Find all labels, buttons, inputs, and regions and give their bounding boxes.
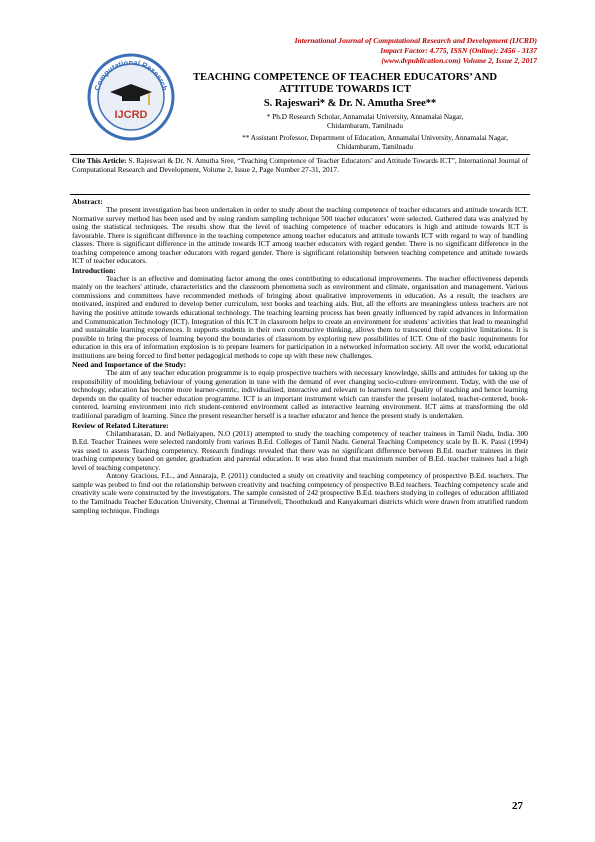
- need-heading: Need and Importance of the Study:: [72, 360, 187, 370]
- intro-heading: Introduction:: [72, 265, 116, 275]
- divider-bottom: [70, 194, 530, 195]
- logo-ring-text: Computational Research: [92, 57, 170, 92]
- cite-label: Cite This Article:: [72, 156, 127, 165]
- divider-top: [70, 154, 530, 155]
- journal-volume: (www.dvpublication.com) Volume 2, Issue 2, 2017: [381, 56, 537, 65]
- paper-authors: S. Rajeswari* & Dr. N. Amutha Sree**: [263, 98, 437, 109]
- journal-logo: [86, 52, 176, 142]
- paper-body: [72, 197, 528, 515]
- abstract-heading: Abstract:: [72, 197, 103, 206]
- intro-text: Teacher is an effective and dominating factor among the ones contributing to educational improvements. The teacher effectiveness depends mainly on the teachers' attitude, characteristics and the classroom phenomena such as environment and climate, organisation and management. Various commissions and committees have recommended methods of bringing about qualitative improvements in education. As a result, the teachers are motivated, inspired and endured to develop better curriculum, text books and teaching aids. But, all the efforts are meaningless unless teachers are not having the positive attitude towards educational technology. The teaching learning process has been greatly influenced by rapid advances in Information and Communication Technology (ICT). Integration of this ICT in classroom helps to create an environment for students' activities that lead to meaningful and sustainable learning experiences. It supports students in their own constructive thinking, allows them to transcend their cognitive limitations. It is possible to bring the process of learning beyond the boundaries of classroom by exploring new possibilities of ICT. One of the basic requirements for education in this era of information explosion is to prepare learners for participation in a networked information society. All over the world, educational institutions are being forced to find better pedagogical methods to cope up with these new challenges.: [72, 273, 528, 360]
- abstract-text: The present investigation has been undertaken in order to study about the teaching competence of teacher educators and attitude towards ICT. Normative survey method has been used and by using random sampling technique 500 teacher educators’ were selected. Gathered data was analyzed by using the statistical techniques. The results show that the level of teaching competence of teacher educators is high and attitude towards ICT is favourable. There is significant difference in the teaching competence among teacher educators and attitude towards ICT with regard to way of handling classes. There is significant difference in the attitude towards ICT among teacher educators with regard gender. There is no significant difference in the teaching competence among teacher educators with regard gender. There is significant relationship between teaching competence and attitude towards ICT of teacher educators.: [72, 205, 528, 266]
- review-heading: Review of Related Literature:: [72, 420, 169, 430]
- need-text: The aim of any teacher education programme is to equip prospective teachers with necessary knowledge, skills and attitudes for taking up the responsibility of moulding behaviour of young generation in tune with the demand of ever changing socio-culture environment. Today, with the use of technology, education has become more learner-centric, individualised, interactive and relevant to learners need. Quality of teaching and hence learning depends on the quality of teacher education programme. ICT is an important instrument which can transfer the present isolated, teacher-centered, book-centered, learning environment into rich student-centered environment called as interactive learning environment. ICT aims at transforming the old traditional paradigm of learning. Since the present researcher herself is a teacher educator and hence the present study is undertaken.: [72, 368, 528, 421]
- cite-block: [72, 156, 528, 175]
- review-paragraph-1: Chilambarasan, D. and Nellaiyapen, N.O (2011) attempted to study the teaching competency of teacher trainees in Tamil Nadu, India. 300 B.Ed. Teacher Trainees were selected randomly from various B.Ed. Colleges of Tamil Nadu. General Teaching Competency scale by B. K. Passi (1994) was used to assess Teaching competency. Research findings revealed that there was no significant difference between B.Ed. teacher trainees in their teaching competency based on gender, graduation and parental education. It was also found that maximum number of B.Ed. teacher trainees had a high level of teaching competency.: [72, 428, 528, 472]
- journal-header: [207, 36, 537, 66]
- affiliation-2: ** Assistant Professor, Department of Education, Annamalai University, Annamalai Nagar, Chidambaram, Tamilnadu: [242, 133, 508, 152]
- affiliation-1: * Ph.D Research Scholar, Annamalai University, Annamalai Nagar, Chidambaram, Tamilnadu: [266, 112, 464, 131]
- review-paragraph-2: Antony Gracious, F.L., and Annaraja, P. (2011) conducted a study on creativity and teaching competency of prospective B.Ed. teachers. The sample was probed to find out the relationship between creativity and teaching competency of prospective B.Ed teachers. Teaching competency scale and creativity scale were constructed by the investigators. The sample consisted of 242 prospective B.Ed. teachers studying in colleges of education affiliated to the Tamilnadu Teacher Education University, Chennai at Tirunelveli, Thoothukudi and Kanyakumari districts which were drawn from stratified random sampling technique. Findings: [72, 471, 528, 515]
- cite-text: S. Rajeswari & Dr. N. Amutha Sree, “Teaching Competence of Teacher Educators’ and Attitude Towards ICT”, International Journal of Computational Research and Development, Volume 2, Issue 2, Page Number 27-31, 2017.: [72, 156, 528, 175]
- journal-impact: Impact Factor: 4.775, ISSN (Online): 2456 - 3137: [380, 46, 537, 55]
- logo-center-text: IJCRD: [114, 109, 148, 121]
- page-number: 27: [512, 800, 523, 812]
- journal-name: International Journal of Computational Research and Development (IJCRD): [294, 36, 537, 45]
- paper-title: TEACHING COMPETENCE OF TEACHER EDUCATORS’ AND ATTITUDE TOWARDS ICT: [192, 72, 497, 95]
